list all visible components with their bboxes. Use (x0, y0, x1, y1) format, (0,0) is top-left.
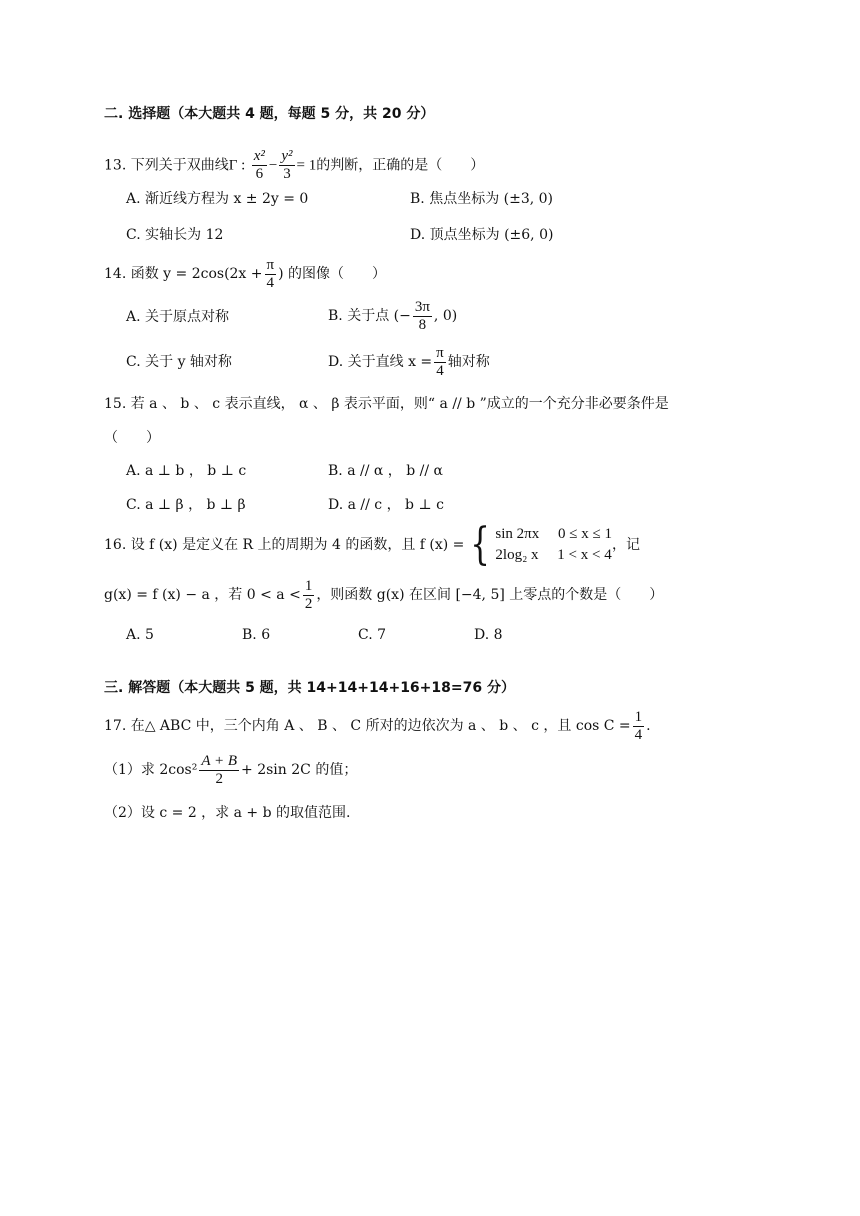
q17-prefix: 17. 在△ ABC 中，三个内角 A 、 B 、 C 所对的边依次为 a 、 b 、 c ，且 cos C = (104, 718, 631, 734)
question-17-stem (104, 706, 651, 746)
q13-option-a: A. 渐近线方程为 x ± 2y = 0 (126, 191, 309, 207)
section-heading-answer: 三. 解答题（本大题共 5 题，共 14+14+14+16+18=76 分） (104, 680, 515, 696)
q17-part-1 (104, 750, 357, 790)
q13-suffix: 的判断，正确的是（ ） (316, 157, 485, 174)
q16-line-2 (104, 576, 663, 614)
q16-option-c: C. 7 (358, 627, 387, 643)
q16-frac-num: 1 (304, 577, 313, 594)
q14-optd-den: 4 (436, 362, 444, 379)
q13-gamma: Γ : (228, 157, 246, 174)
section-heading-choice: 二. 选择题（本大题共 4 题，每题 5 分，共 20 分） (104, 106, 435, 122)
q14-frac-den: 4 (266, 274, 275, 291)
q13-frac2-num: y² (281, 148, 293, 164)
q14-option-d (328, 342, 490, 382)
q13-frac2-den: 3 (283, 166, 291, 182)
q13-option-c: C. 实轴长为 12 (126, 227, 224, 243)
q16-prefix: 16. 设 f (x) 是定义在 R 上的周期为 4 的函数，且 f (x) = (104, 537, 465, 553)
q13-fraction-x (252, 148, 267, 183)
q13-option-b: B. 焦点坐标为 (±3, 0) (410, 191, 554, 207)
q16-piecewise (464, 519, 612, 570)
q17-fraction (633, 709, 645, 744)
q13-minus: − (268, 157, 278, 174)
q14-option-b (328, 296, 457, 336)
q15-answer-paren: （ ） (104, 430, 160, 446)
q14-fraction (265, 257, 277, 292)
q13-frac1-num: x² (253, 148, 265, 164)
q14-optd-suffix: 轴对称 (447, 354, 490, 370)
q14-prefix: 14. 函数 y = 2cos(2x + (104, 266, 263, 282)
q15-option-c: C. a ⊥ β ， b ⊥ β (126, 497, 246, 513)
question-13-stem (104, 148, 484, 183)
q16-line2-suffix: ，则函数 g(x) 在区间 [−4, 5] 上零点的个数是（ ） (316, 587, 664, 603)
q13-equals: = 1 (296, 157, 317, 174)
question-16-stem (104, 519, 640, 570)
q16-case-1: sin 2πx 0 ≤ x ≤ 1 (495, 526, 612, 542)
q14-optb-suffix: , 0) (433, 308, 458, 324)
q16-left-brace: { (470, 519, 491, 570)
q16-case-2: 2log₂ x 1 < x < 4 (495, 547, 612, 563)
q13-prefix: 13. 下列关于双曲线 (104, 157, 229, 174)
q16-cases (495, 524, 612, 566)
q16-suffix: ，记 (611, 537, 640, 553)
q14-optd-fraction (434, 345, 446, 380)
q13-option-d: D. 顶点坐标为 (±6, 0) (410, 227, 554, 243)
question-15-stem: 15. 若 a 、 b 、 c 表示直线， α 、 β 表示平面，则“ a // b ”成立的一个充分非必要条件是 (104, 396, 669, 412)
q17-part1-fraction (199, 753, 239, 788)
q14-optb-prefix: B. 关于点 (− (328, 308, 411, 324)
q14-optb-num: 3π (414, 298, 430, 315)
q14-suffix: ) 的图像（ ） (278, 266, 387, 282)
q17-suffix: . (646, 718, 651, 734)
q16-fraction (303, 578, 315, 613)
q14-frac-num: π (266, 256, 275, 273)
q17-frac-num: 1 (634, 708, 643, 725)
q14-optb-den: 8 (418, 316, 427, 333)
q17-part1-prefix: （1）求 2cos² (104, 762, 198, 778)
q17-part-2: （2）设 c = 2 ，求 a + b 的取值范围. (104, 805, 351, 821)
q14-option-a: A. 关于原点对称 (126, 309, 230, 325)
q15-option-d: D. a // c ， b ⊥ c (328, 497, 444, 513)
q14-optd-prefix: D. 关于直线 x = (328, 354, 433, 370)
q16-option-a: A. 5 (126, 627, 154, 643)
q15-option-a: A. a ⊥ b ， b ⊥ c (126, 463, 247, 479)
q15-option-b: B. a // α ， b // α (328, 463, 443, 479)
q14-optb-fraction (413, 299, 432, 334)
q17-part1-den: 2 (215, 770, 223, 787)
q16-option-d: D. 8 (474, 627, 503, 643)
q17-frac-den: 4 (634, 726, 643, 743)
q17-part1-suffix: + 2sin 2C 的值； (241, 762, 358, 778)
question-14-stem (104, 256, 386, 292)
q14-optd-num: π (436, 344, 444, 361)
q14-option-c: C. 关于 y 轴对称 (126, 354, 232, 370)
q16-option-b: B. 6 (242, 627, 271, 643)
q13-fraction-y (279, 148, 294, 183)
q17-part1-num: A + B (201, 752, 238, 769)
q13-frac1-den: 6 (255, 166, 264, 182)
q16-line2-prefix: g(x) = f (x) − a ，若 0 < a < (104, 587, 301, 603)
q16-frac-den: 2 (304, 595, 313, 612)
